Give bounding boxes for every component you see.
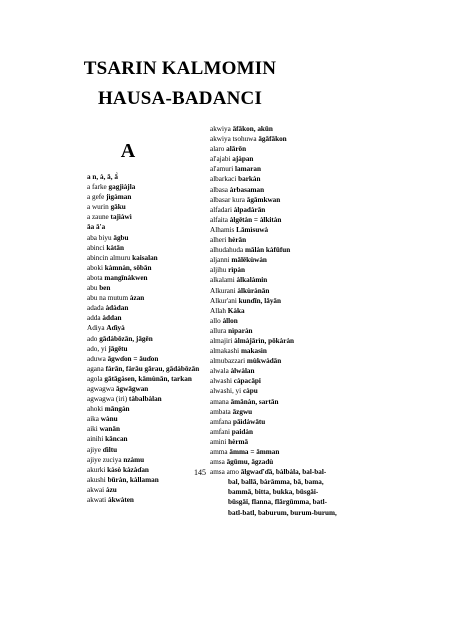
entry-translation: càpu — [242, 387, 258, 396]
entry-translation: tàbalbàlan — [128, 395, 162, 404]
dictionary-entry — [87, 445, 187, 455]
dictionary-entry — [210, 316, 342, 326]
entry-headword: aiki — [87, 425, 100, 434]
dictionary-entry — [87, 455, 187, 465]
dictionary-entry — [210, 336, 342, 346]
entry-headword: abota — [87, 273, 105, 282]
entry-translation: àddan — [102, 314, 122, 323]
dictionary-entry — [87, 233, 187, 243]
page-title-line-2: HAUSA-BADANCI — [97, 88, 263, 109]
dictionary-entry — [87, 354, 187, 364]
entry-headword: amana — [210, 397, 231, 406]
entry-headword: Adiya — [87, 324, 107, 333]
entry-headword: alwala — [210, 367, 231, 376]
entry-headword: agola — [87, 374, 105, 383]
dictionary-entry — [210, 134, 342, 144]
entry-translation: kaisalan — [132, 253, 158, 262]
entry-translation: lamaran — [235, 165, 261, 174]
dictionary-entry — [87, 243, 187, 253]
entry-headword: albasa — [210, 185, 230, 194]
dictionary-entry — [87, 364, 200, 374]
entry-headword: alwashi — [210, 377, 234, 386]
entry-headword: Alkurani — [210, 286, 238, 295]
dictionary-entry — [210, 417, 342, 427]
entry-translation: kàmnàn, sōbān — [104, 263, 152, 272]
dictionary-entry — [210, 185, 342, 195]
entry-translation: Kàka — [227, 306, 245, 315]
entry-headword: ainihi — [87, 435, 106, 444]
entry-headword: abinci — [87, 243, 107, 252]
entry-translation: fàrān, fàrāu gārau, gādàbōzān — [105, 364, 200, 373]
entry-headword: albarkaci — [210, 175, 239, 184]
entry-headword: ajiye — [87, 445, 103, 454]
dictionary-entry — [210, 286, 342, 296]
dictionary-entry — [210, 386, 342, 396]
entry-headword: akwati — [87, 496, 108, 504]
entry-headword: a zaune — [87, 213, 111, 222]
entry-headword: allura — [210, 326, 229, 335]
dictionary-entry — [210, 356, 342, 366]
entry-translation: hèrmā — [228, 437, 249, 446]
dictionary-entry — [210, 245, 342, 255]
entry-translation: gādàbōzān, jāgēn — [99, 334, 153, 343]
dictionary-entry — [210, 255, 342, 265]
entry-translation: tajìàwì — [110, 213, 132, 222]
entry-translation: makasìn — [240, 347, 267, 356]
dictionary-entry — [87, 313, 187, 323]
entry-headword: akwiya — [210, 125, 233, 133]
entry-headword: Allah — [210, 306, 228, 315]
dictionary-entry — [87, 414, 187, 424]
entry-headword: amfana — [210, 417, 233, 426]
entry-translation: paidàn — [231, 427, 253, 436]
dictionary-entry — [87, 283, 187, 293]
entry-translation: Lāmìsuwà — [236, 225, 269, 234]
entry-translation: àlpadàrān — [233, 205, 266, 214]
entry-translation: kāncan — [105, 435, 128, 444]
entry-translation: àlkùrànān — [237, 286, 270, 295]
dictionary-entry — [87, 303, 187, 313]
entry-translation: àzu — [105, 485, 117, 494]
entry-headword: ado, yi — [87, 344, 109, 353]
dictionary-entry — [210, 124, 342, 134]
entry-headword: aba biyu — [87, 233, 114, 242]
entry-headword: akushi — [87, 475, 108, 484]
entry-translation: gagjìàjla — [108, 183, 136, 192]
dictionary-entry — [210, 215, 342, 225]
dictionary-entry — [210, 326, 342, 336]
dictionary-entry — [210, 265, 342, 275]
entry-translation: āgbu — [113, 233, 129, 242]
entry-translation: āzgwu — [232, 407, 253, 416]
entry-translation: bal, ballā, bàrāmma, bā, bama, — [228, 478, 324, 487]
section-letter: A — [120, 140, 136, 162]
entry-headword: Alkur'ani — [210, 296, 239, 305]
dictionary-entry — [210, 275, 342, 285]
entry-translation: ɗìltu — [102, 445, 118, 454]
entry-translation: àzan — [129, 294, 145, 303]
dictionary-entry — [210, 487, 342, 497]
entry-translation: ben — [99, 284, 111, 293]
dictionary-entry — [210, 225, 342, 235]
entry-translation: Aɗìyà — [106, 324, 125, 333]
dictionary-entry — [87, 192, 187, 202]
dictionary-entry — [87, 344, 187, 354]
entry-translation: gātāgàsen, kāmùnān, tarkan — [104, 374, 192, 383]
entry-headword: aljanni — [210, 256, 232, 265]
entry-headword: agwagwa (iri) — [87, 395, 129, 404]
entry-translation: nìparàn — [228, 326, 253, 335]
entry-translation: ālgwaɗ'ɗā, bàlbàla, bal-bal- — [240, 468, 327, 477]
entry-headword: a gefe — [87, 193, 107, 202]
entry-headword: agana — [87, 364, 106, 373]
entry-translation: àlgētàn = àlkitàn — [229, 215, 282, 224]
dictionary-entry — [87, 485, 187, 495]
dictionary-entry — [210, 366, 342, 376]
entry-translation: kàtān — [106, 243, 124, 252]
entry-headword: aduwa — [87, 354, 108, 363]
dictionary-entry — [87, 424, 187, 434]
entry-translation: jāgētu — [108, 344, 128, 353]
dictionary-entry — [210, 346, 342, 356]
entry-headword: amsa — [210, 458, 227, 467]
entry-translation: kàsò kàzàɗan — [107, 465, 149, 474]
entry-headword: alfadari — [210, 205, 234, 214]
entry-headword: alhudahuda — [210, 246, 245, 255]
entry-translation: mālēkùwàn — [231, 256, 267, 265]
dictionary-entry — [87, 172, 187, 182]
entry-translation: alārōn — [226, 145, 247, 154]
dictionary-entry — [210, 477, 342, 487]
dictionary-entry — [210, 205, 342, 215]
entry-headword: ado — [87, 334, 100, 343]
dictionary-entry — [87, 182, 187, 192]
entry-translation: māngàn — [104, 405, 130, 414]
entry-translation: nzàmu — [123, 455, 145, 464]
entry-translation: barkàn — [238, 175, 261, 184]
dictionary-entry — [87, 263, 187, 273]
dictionary-entry — [87, 434, 187, 444]
entry-headword: aika — [87, 415, 101, 424]
dictionary-entry — [210, 508, 342, 518]
dictionary-entry — [210, 427, 342, 437]
entry-headword: Alhamis — [210, 225, 237, 234]
entry-headword: amfani — [210, 427, 232, 436]
entry-translation: àlkalàmin — [236, 276, 268, 285]
dictionary-entry — [87, 202, 187, 212]
entry-translation: āa ā'a — [87, 223, 106, 232]
entry-headword: aboki — [87, 263, 105, 272]
entry-headword: a farke — [87, 183, 109, 192]
entry-headword: adada — [87, 304, 106, 313]
entry-translation: wanān — [99, 425, 120, 434]
entry-headword: almakashi — [210, 347, 241, 356]
entry-translation: àrbasaman — [229, 185, 265, 194]
page-number: 145 — [194, 468, 206, 477]
entry-headword: ambata — [210, 407, 233, 416]
dictionary-entry — [210, 376, 342, 386]
dictionary-entry — [210, 164, 342, 174]
entry-headword: akwai — [87, 485, 106, 494]
entry-headword: alkalami — [210, 276, 237, 285]
entry-headword: adda — [87, 314, 103, 323]
dictionary-entry — [87, 323, 187, 333]
entry-headword: almajiri — [210, 336, 235, 345]
dictionary-entry — [87, 212, 187, 222]
entry-translation: a n, à, ā, ā̀ — [87, 173, 118, 181]
dictionary-entry — [87, 293, 187, 303]
entry-headword: akurki — [87, 465, 108, 474]
entry-headword: abu na mutum — [87, 294, 130, 303]
entry-translation: pāìdàwātu — [232, 417, 266, 426]
dictionary-entry — [210, 407, 342, 417]
entry-translation: àkwàten — [107, 496, 134, 504]
entry-headword: aljihu — [210, 266, 229, 275]
entry-translation: āgāmkwan — [246, 195, 281, 204]
entry-headword: al'amuri — [210, 165, 236, 174]
entry-translation: càpacāpi — [233, 377, 261, 386]
dictionary-entry — [210, 154, 342, 164]
entry-headword: alfaita — [210, 215, 230, 224]
entry-translation: āgwɗon = āuɗon — [107, 354, 159, 363]
dictionary-entry — [87, 334, 187, 344]
entry-headword: abu — [87, 284, 100, 293]
page-title-line-1: TSARIN KALMOMIN — [83, 58, 277, 79]
dictionary-entry — [87, 495, 187, 505]
entry-headword: allo — [210, 316, 223, 325]
entry-translation: àllon — [222, 316, 238, 325]
entry-translation: āmma = āmman — [229, 448, 280, 456]
dictionary-entry — [210, 296, 342, 306]
dictionary-entry — [210, 437, 342, 447]
entry-translation: āgūmu, āgzadù — [226, 458, 274, 467]
dictionary-entry — [87, 404, 187, 414]
entry-translation: àlmàjārìn, pōkàràn — [234, 336, 295, 345]
entry-translation: rìpàn — [228, 266, 245, 275]
dictionary-entry — [87, 222, 187, 232]
entry-headword: ahoki — [87, 405, 105, 414]
entry-translation: mālàn kàfūfun — [244, 246, 291, 255]
right-column — [210, 124, 342, 518]
entry-translation: wànu — [100, 415, 118, 424]
entry-translation: batl-batl, baburum, burum-burum, — [228, 508, 337, 517]
entry-translation: āgwāgwan — [115, 384, 149, 393]
entry-translation: bammā, bitta, bukka, būsgāi- — [228, 488, 319, 497]
entry-translation: būsgāi, flanna, flārgūmma, batl- — [228, 498, 328, 507]
entry-translation: āgāfākon — [258, 135, 287, 144]
entry-headword: abincin almuru — [87, 253, 133, 262]
entry-translation: hèrān — [228, 236, 247, 245]
entry-headword: ajiye zuciya — [87, 455, 124, 464]
dictionary-entry — [210, 497, 342, 507]
entry-headword: akwiya tsohuwa — [210, 135, 259, 144]
entry-translation: kunɗīn, lāyān — [238, 296, 282, 305]
dictionary-entry — [210, 397, 342, 407]
entry-headword: agwagwa — [87, 384, 116, 393]
entry-headword: al'ajabi — [210, 155, 233, 164]
dictionary-entry — [210, 306, 342, 316]
entry-translation: gāku — [110, 203, 126, 212]
dictionary-entry — [87, 374, 192, 384]
entry-headword: a wurin — [87, 203, 111, 212]
dictionary-entry — [210, 174, 342, 184]
entry-translation: jìgàman — [106, 193, 132, 202]
dictionary-entry — [87, 273, 187, 283]
dictionary-entry — [87, 394, 187, 404]
entry-translation: ajàpan — [232, 155, 254, 164]
entry-headword: alaro — [210, 145, 227, 154]
entry-translation: àlwàlan — [230, 367, 255, 376]
dictionary-entry — [210, 447, 342, 457]
entry-translation: mùkwàdān — [246, 357, 282, 366]
dictionary-entry — [87, 253, 187, 263]
entry-headword: amma — [210, 448, 230, 456]
dictionary-entry — [210, 235, 342, 245]
entry-headword: albasar kura — [210, 195, 247, 204]
dictionary-entry — [210, 457, 342, 467]
entry-translation: būràn, kàllaman — [107, 475, 159, 484]
dictionary-entry — [87, 384, 187, 394]
entry-translation: mangīnàkwen — [104, 273, 148, 282]
entry-translation: āmānàn, sartān — [230, 397, 279, 406]
entry-headword: alwashi, yi — [210, 387, 243, 396]
entry-headword: amsa amo — [210, 468, 241, 477]
entry-headword: alheri — [210, 236, 229, 245]
entry-translation: àdàdan — [105, 304, 129, 313]
dictionary-entry — [210, 144, 342, 154]
dictionary-entry — [210, 195, 342, 205]
entry-headword: almubazzari — [210, 357, 247, 366]
entry-headword: amini — [210, 437, 229, 446]
entry-translation: āfākon, akūn — [232, 125, 273, 133]
